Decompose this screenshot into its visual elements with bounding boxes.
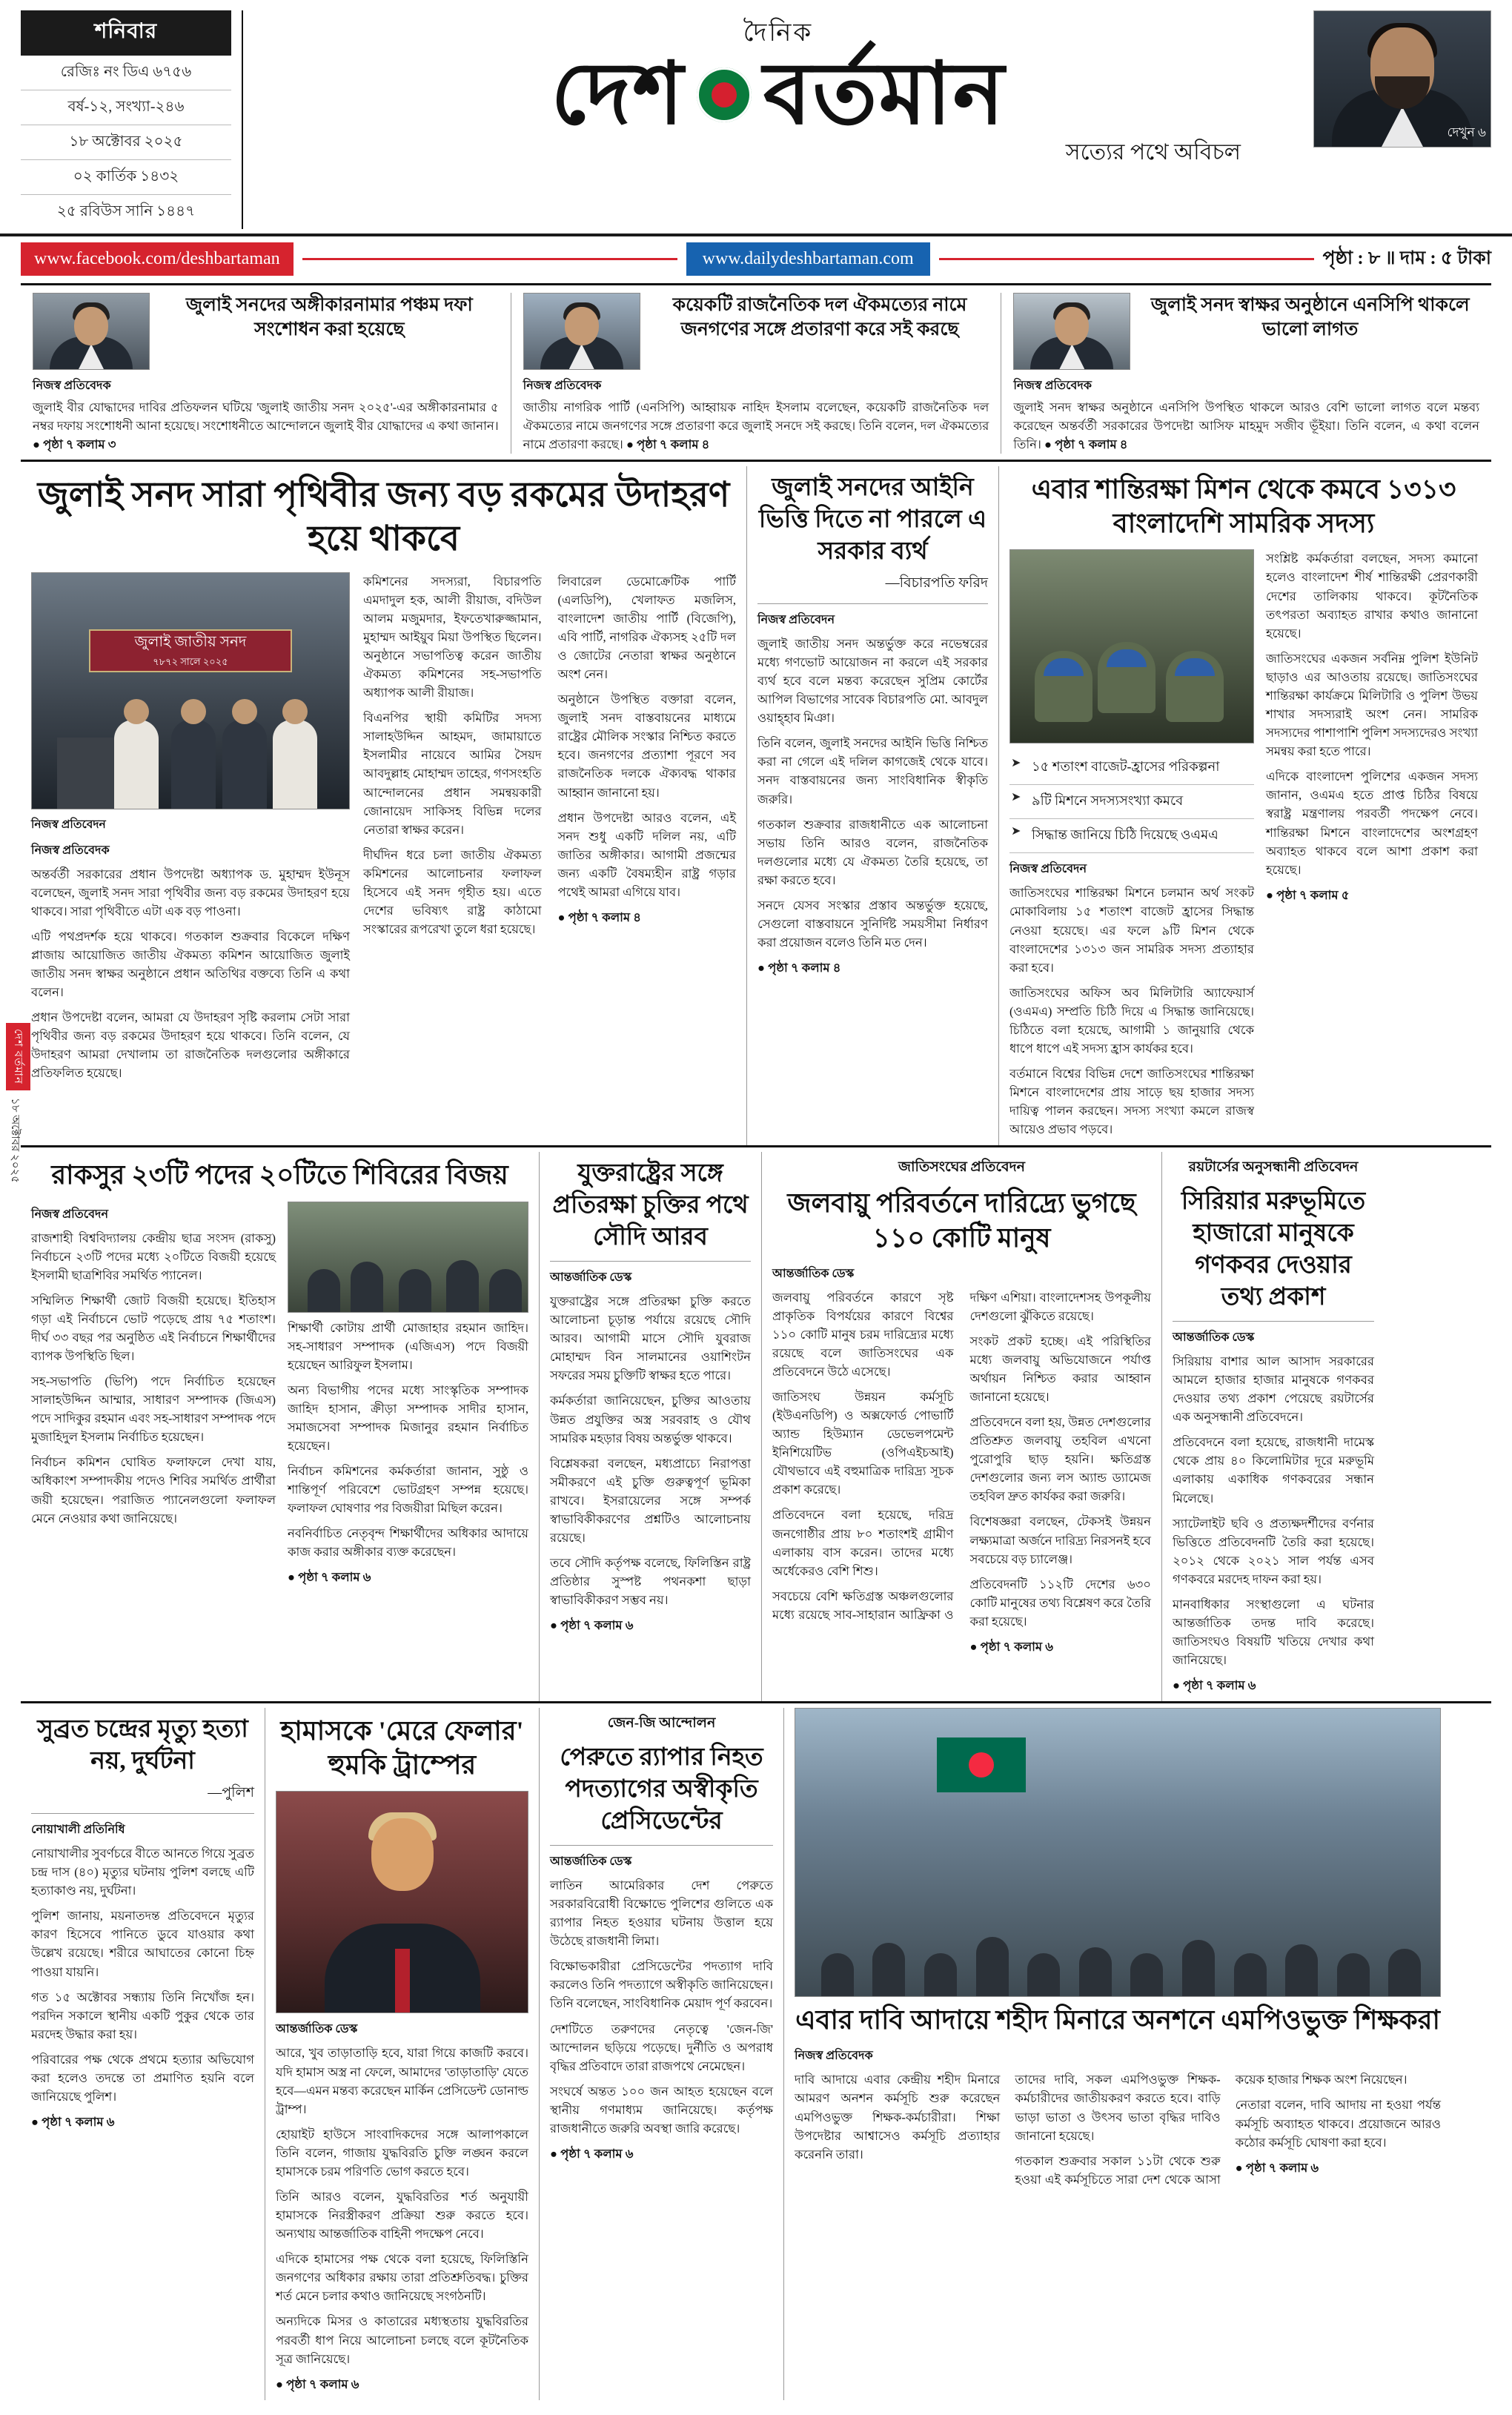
syria-headline[interactable]: সিরিয়ার মরুভূমিতে হাজারো মানুষকে গণকবর দেওয়ার তথ্য প্রকাশ — [1181, 1188, 1366, 1311]
masthead-reg-item: ২৫ রবিউস সানি ১৪৪৭ — [56, 203, 196, 219]
masthead-day: শনিবার — [21, 10, 231, 56]
price-info: পৃষ্ঠা : ৮ ॥ দাম : ৫ টাকা — [1322, 248, 1491, 268]
lead-photo-banner — [89, 629, 292, 672]
paragraph: অন্য বিভাগীয় পদের মধ্যে সাংস্কৃতিক সম্পাদক জাহিদ হাসান, ক্রীড়া সম্পাদক সাদীর হাসান, সমাজসেবা সম্পাদক মিজানুর রহমান নির্বাচিত হয়েছেন। — [288, 1382, 528, 1453]
paragraph: তিনি আরও বলেন, যুদ্ধবিরতির শর্ত অনুযায়ী হামাসকে নিরস্ত্রীকরণ প্রক্রিয়া শুরু করতে হবে। অন্যথায় আন্তর্জাতিক বাহিনী পদক্ষেপ নেবে। — [276, 2190, 528, 2242]
paragraph: দাবি আদায়ে এবার কেন্দ্রীয় শহীদ মিনারে আমরণ অনশন কর্মসূচি শুরু করেছেন এমপিওভুক্ত শিক্ষক-কর্মচারীরা। শিক্ষা উপদেষ্টার আশ্বাসেও কর্মসূচি প্রত্যাহার করেননি তারা। — [795, 2073, 1001, 2161]
masthead-tagline: সত্যের পথে অবিচল — [1065, 140, 1241, 165]
paragraph: তিনি বলেন, জুলাই সনদের আইনি ভিত্তি নিশ্চিত করা না গেলে এই দলিল কাগজেই থেকে যাবে। সনদ বাস্তবায়নের জন্য সাংবিধানিক স্বীকৃতি জরুরি। — [757, 736, 988, 806]
teachers-headline[interactable]: এবার দাবি আদায়ে শহীদ মিনারে অনশনে এমপিওভুক্ত শিক্ষকরা — [795, 2005, 1440, 2035]
masthead-kicker: দৈনিক — [743, 19, 814, 47]
saudi-headline[interactable]: যুক্তরাষ্ট্রের সঙ্গে প্রতিরক্ষা চুক্তির পথে সৌদি আরব — [552, 1160, 749, 1251]
mid-attribution: —বিচারপতি ফরিদ — [885, 574, 988, 591]
paragraph: সম্মিলিত শিক্ষার্থী জোট বিজয়ী হয়েছে। ইতিহাস গড়া এই নির্বাচনে ভোট পড়েছে প্রায় ৭৫ শতাংশ। দীর্ঘ ৩৩ বছর পর অনুষ্ঠিত এই নির্বাচনে শিক্ষার্থীদের ব্যাপক উপস্থিতি ছিল। — [31, 1293, 276, 1363]
subroto-headline[interactable]: সুব্রত চন্দ্রের মৃত্যু হত্যা নয়, দুর্ঘটনা — [37, 1716, 248, 1775]
mid-text — [757, 635, 988, 977]
paragraph: সিরিয়ায় বাশার আল আসাদ সরকারের আমলে হাজার হাজার মানুষকে গণকবর দেওয়ার তথ্য প্রকাশ পেয়েছে রয়টার্সের এক অনুসন্ধানী প্রতিবেদনে। — [1173, 1354, 1374, 1425]
right-headline[interactable]: এবার শান্তিরক্ষা মিশন থেকে কমবে ১৩১৩ বাংলাদেশি সামরিক সদস্য — [1031, 474, 1456, 539]
right-byline: নিজস্ব প্রতিবেদন — [1009, 863, 1087, 876]
masthead-reg-list — [21, 56, 231, 229]
climate-story[interactable] — [762, 1152, 1162, 1701]
subroto-byline: নোয়াখালী প্রতিনিধি — [31, 1823, 125, 1837]
flag-icon — [937, 1737, 1026, 1792]
syria-story[interactable] — [1162, 1152, 1385, 1701]
syria-text — [1173, 1352, 1374, 1695]
masthead-reg-item: ১৮ অক্টোবর ২০২৫ — [21, 125, 231, 160]
url-bar — [0, 236, 1512, 283]
teaser-photo — [1013, 293, 1130, 370]
rakshu-headline[interactable]: রাকসুর ২৩টি পদের ২০টিতে শিবিরের বিজয় — [51, 1160, 508, 1190]
syria-byline: আন্তর্জাতিক ডেস্ক — [1173, 1331, 1255, 1344]
teaser-body-text: জাতীয় নাগরিক পার্টি (এনসিপি) আহ্বায়ক নাহিদ ইসলাম বলেছেন, কয়েকটি রাজনৈতিক দল ঐকমত্যের নামে জনগণের সঙ্গে প্রতারণা করে জুলাই সনদে সই করছে। তিনি বলেন, দল ঐকমত্যের নামে প্রতারণা করছে। — [523, 400, 989, 451]
paragraph: এদিকে বাংলাদেশ পুলিশের একজন সদস্য জানান, ওএমএ হতে প্রাপ্ত চিঠির বিষয়ে স্বরাষ্ট্র মন্ত্রণালয় পরবর্তী পদক্ষেপ নেবে। শান্তিরক্ষা মিশনে বাংলাদেশের অংশগ্রহণ অব্যাহত থাকবে বলে আশা প্রকাশ করা হয়েছে। — [1266, 769, 1478, 877]
teaser-body-text: জুলাই সনদ স্বাক্ষর অনুষ্ঠানে এনসিপি উপস্থিত থাকলে আরও বেশি ভালো লাগত বলে মন্তব্য করেছেন অন্তর্বর্তী সরকারের উপদেষ্টা আসিফ মাহমুদ সজীব ভূঁইয়া। তিনি বলেন, এ কথা বলেন তিনি। — [1013, 400, 1480, 451]
teaser-card[interactable] — [511, 293, 1002, 454]
paragraph: জাতিসংঘ উন্নয়ন কর্মসূচি (ইউএনডিপি) ও অক্সফোর্ড পোভার্টি অ্যান্ড হিউম্যান ডেভেলপমেন্ট ইনিশিয়েটিভ (ওপিএইচআই) যৌথভাবে এই বহুমাত্রিক দারিদ্র্য সূচক প্রকাশ করেছে। — [772, 1389, 954, 1497]
rakshu-text-col1 — [31, 1229, 276, 1528]
paragraph: জুলাই জাতীয় সনদ অন্তর্ভুক্ত করে নভেম্বরের মধ্যে গণভোট আয়োজন না করলে এই সরকার ব্যর্থ হবে বলে মন্তব্য করেছেন সুপ্রিম কোর্টের আপিল বিভাগের সাবেক বিচারপতি মো. আবদুল ওয়াহ্হাব মিঞা। — [757, 636, 988, 726]
trump-text — [276, 2044, 528, 2393]
teaser-byline: নিজস্ব প্রতিবেদক — [33, 380, 111, 392]
spine-badge: দেশ বর্তমান — [6, 1023, 30, 1090]
paragraph: গতকাল শুক্রবার রাজধানীতে এক আলোচনা সভায় তিনি আরও বলেন, রাজনৈতিক দলগুলোর মধ্যে যে ঐকমত্য তৈরি হয়েছে, তা রক্ষা করতে হবে। — [757, 817, 988, 887]
paragraph: গত ১৫ অক্টোবর সন্ধ্যায় তিনি নিখোঁজ হন। পরদিন সকালে স্থানীয় একটি পুকুর থেকে তার মরদেহ উদ্ধার করা হয়। — [31, 1990, 254, 2041]
mid-byline-label: নিজস্ব প্রতিবেদন — [757, 613, 835, 626]
rakshu-byline: নিজস্ব প্রতিবেদন — [31, 1208, 108, 1221]
trump-continue[interactable]: ● পৃষ্ঠা ৭ কলাম ৬ — [276, 2376, 359, 2391]
banner-line2: ৭৮৭২ সালে ২০২৫ — [153, 656, 228, 667]
paragraph: তাদের দাবি, সকল এমপিওভুক্ত শিক্ষক-কর্মচারীদের জাতীয়করণ করতে হবে। বাড়ি ভাড়া ভাতা ও উৎসব ভাতা বৃদ্ধির দাবিও জানানো হয়েছে। — [1015, 2073, 1221, 2143]
teaser-body — [33, 399, 499, 454]
paragraph: প্রধান উপদেষ্টা আরও বলেন, এই সনদ শুধু একটি দলিল নয়, এটি জাতির অঙ্গীকার। আগামী প্রজন্মের জন্য একটি বৈষম্যহীন রাষ্ট্র গড়ার পথেই আমরা এগিয়ে যাব। — [557, 810, 736, 899]
bullet-item: ➤ ৯টি মিশনে সদস্যসংখ্যা কমবে — [1009, 785, 1254, 819]
banner-line1: জুলাই জাতীয় সনদ — [134, 634, 247, 650]
paragraph: সহ-সভাপতি (ভিপি) পদে নির্বাচিত হয়েছেন সালাহউদ্দিন আম্মার, সাধারণ সম্পাদক (জিএস) পদে সাদিকুর রহমান এবং সহ-সাধারণ সম্পাদক পদে মুজাহিদুল ইসলাম নির্বাচিত হয়েছেন। — [31, 1374, 276, 1445]
rakshu-text-col2 — [288, 1319, 528, 1587]
teaser-continue[interactable]: ● পৃষ্ঠা ৭ কলাম ৪ — [626, 437, 710, 451]
paragraph: অন্যদিকে মিসর ও কাতারের মধ্যস্থতায় যুদ্ধবিরতির পরবর্তী ধাপ নিয়ে আলোচনা চলছে বলে কূটনৈতিক সূত্র জানিয়েছে। — [276, 2314, 528, 2366]
lead-headline[interactable]: জুলাই সনদ সারা পৃথিবীর জন্য বড় রকমের উদাহরণ হয়ে থাকবে — [37, 476, 730, 559]
right-continue[interactable]: ● পৃষ্ঠা ৭ কলাম ৫ — [1266, 887, 1350, 902]
right-bullets — [1009, 751, 1254, 853]
trump-headline[interactable]: হামাসকে 'মেরে ফেলার' হুমকি ট্রাম্পের — [280, 1716, 524, 1780]
saudi-text — [550, 1292, 751, 1634]
genz-headline[interactable]: পেরুতে র‍্যাপার নিহত পদত্যাগের অস্বীকৃতি প্রেসিডেন্টের — [560, 1744, 763, 1835]
rule-right — [939, 258, 1314, 260]
right-text-col2 — [1266, 549, 1478, 1145]
spine-date: ১৮ অক্টোবর ২০২৫ — [9, 1097, 21, 1183]
genz-byline: আন্তর্জাতিক ডেস্ক — [550, 1855, 632, 1868]
portrait-caption: দেখুন ৬ — [1447, 125, 1486, 139]
mid-story[interactable] — [747, 466, 999, 1145]
top-teasers — [0, 285, 1512, 460]
lead-text-col1 — [31, 865, 350, 1083]
lead-photo-caption: নিজস্ব প্রতিবেদন — [31, 818, 106, 831]
paragraph: দেশটিতে তরুণদের নেতৃত্বে 'জেন-জি' আন্দোলন ছড়িয়ে পড়েছে। দুর্নীতি ও অপরাধ বৃদ্ধির প্রতিবাদে তারা রাজপথে নেমেছেন। — [550, 2021, 773, 2073]
climate-headline[interactable]: জলবায়ু পরিবর্তনে দারিদ্র্যে ভুগছে ১১০ কোটি মানুষ — [787, 1188, 1136, 1253]
lead-photo — [31, 572, 350, 809]
teaser-body — [523, 399, 989, 454]
paragraph: নেতারা বলেন, দাবি আদায় না হওয়া পর্যন্ত কর্মসূচি অব্যাহত থাকবে। প্রয়োজনে আরও কঠোর কর্মসূচি ঘোষণা করা হবে। — [1235, 2098, 1441, 2150]
syria-kicker: রয়টার্সের অনুসন্ধানী প্রতিবেদন — [1188, 1159, 1359, 1176]
paragraph: নির্বাচন কমিশনের কর্মকর্তারা জানান, সুষ্ঠু ও শান্তিপূর্ণ পরিবেশে ভোটগ্রহণ সম্পন্ন হয়েছে। ফলাফল ঘোষণার পর বিজয়ীরা মিছিল করেন। — [288, 1464, 528, 1516]
paragraph: প্রতিবেদনে বলা হয়েছে, রাজধানী দামেস্ক থেকে প্রায় ৪০ কিলোমিটার দূরে মরুভূমি এলাকায় একাধিক গণকবরের সন্ধান মিলেছে। — [1173, 1435, 1374, 1505]
trump-story[interactable] — [265, 1708, 540, 2399]
paragraph: সংশ্লিষ্ট কর্মকর্তারা বলছেন, সদস্য কমানো হলেও বাংলাদেশ শীর্ষ শান্তিরক্ষী প্রেরণকারী দেশের তালিকায় থাকবে। কূটনৈতিক তৎপরতা অব্যাহত রাখার কথাও জানানো হয়েছে। — [1266, 551, 1478, 640]
lead-text-cols — [363, 572, 736, 1090]
teachers-continue[interactable]: ● পৃষ্ঠা ৭ কলাম ৬ — [1235, 2160, 1319, 2175]
masthead-title — [256, 47, 1300, 142]
genz-continue[interactable]: ● পৃষ্ঠা ৭ কলাম ৬ — [550, 2147, 634, 2161]
paragraph: সবচেয়ে বেশি ক্ষতিগ্রস্ত অঞ্চলগুলোর মধ্যে রয়েছে সাব-সাহারান আফ্রিকা ও দক্ষিণ এশিয়া। বাংলাদেশসহ উপকূলীয় দেশগুলো ঝুঁকিতে রয়েছে। — [772, 1290, 1151, 1622]
spine-label — [6, 1023, 28, 1183]
teachers-story[interactable] — [784, 1708, 1451, 2399]
bullet-item: ➤ সিদ্ধান্ত জানিয়ে চিঠি দিয়েছে ওএমএ — [1009, 819, 1254, 853]
rakshu-continue[interactable]: ● পৃষ্ঠা ৭ কলাম ৬ — [288, 1570, 371, 1585]
main-story-grid — [0, 462, 1512, 1145]
climate-continue[interactable]: ● পৃষ্ঠা ৭ কলাম ৬ — [969, 1639, 1053, 1654]
teachers-byline: নিজস্ব প্রতিবেদক — [795, 2050, 873, 2063]
paragraph: জাতিসংঘের শান্তিরক্ষা মিশনে চলমান অর্থ সংকট মোকাবিলায় ১৫ শতাংশ বাজেট হ্রাসের সিদ্ধান্ত নেওয়া হয়েছে। এর ফলে ৯টি মিশন থেকে বাংলাদেশের ১৩১৩ জন সামরিক সদস্য প্রত্যাহার করা হবে। — [1009, 886, 1254, 975]
lead-story[interactable] — [21, 466, 747, 1145]
celebrity-portrait — [1313, 10, 1491, 148]
bullet-item: ➤ ১৫ শতাংশ বাজেট-হ্রাসের পরিকল্পনা — [1009, 751, 1254, 785]
paragraph: কমিশনের সদস্যরা, বিচারপতি এমদাদুল হক, আলী রীয়াজ, বদিউল আলম মজুমদার, ইফতেখারুজ্জামান, মুহাম্মদ আইয়ুব মিয়া উপস্থিত ছিলেন। অনুষ্ঠানে সভাপতিত্ব করেন জাতীয় ঐকমত্য কমিশনের সহ-সভাপতি অধ্যাপক আলী রীয়াজ। — [363, 574, 542, 700]
teaser-card[interactable] — [1001, 293, 1491, 454]
masthead-title-right: বর্তমান — [763, 47, 1006, 142]
paragraph: রাজশাহী বিশ্ববিদ্যালয় কেন্দ্রীয় ছাত্র সংসদ (রাকসু) নির্বাচনে ২৩টি পদের মধ্যে ২০টিতে বিজয়ী হয়েছে ইসলামী ছাত্রশিবির সমর্থিত প্যানেল। — [31, 1230, 276, 1282]
paragraph: প্রধান উপদেষ্টা বলেন, আমরা যে উদাহরণ সৃষ্টি করলাম সেটা সারা পৃথিবীর জন্য বড় রকমের উদাহরণ হয়ে থাকবে। তিনি বলেন, যে উদাহরণ আমরা দেখালাম তা রাজনৈতিক দলগুলোর অঙ্গীকারে প্রতিফলিত হয়েছে। — [31, 1010, 350, 1081]
right-text-col1 — [1009, 884, 1254, 1139]
paragraph: লাতিন আমেরিকার দেশ পেরুতে সরকারবিরোধী বিক্ষোভে পুলিশের গুলিতে এক র‍্যাপার নিহত হওয়ার ঘটনায় উত্তাল হয়ে উঠেছে রাজধানী লিমা। — [550, 1878, 773, 1949]
rule-left — [302, 258, 677, 260]
mid-headline[interactable]: জুলাই সনদের আইনি ভিত্তি দিতে না পারলে এ সরকার ব্যর্থ — [758, 474, 987, 566]
saudi-continue[interactable]: ● পৃষ্ঠা ৭ কলাম ৬ — [550, 1618, 634, 1633]
masthead-reg-item: বর্ষ-১২, সংখ্যা-২৪৬ — [21, 90, 231, 125]
subroto-continue[interactable]: ● পৃষ্ঠা ৭ কলাম ৬ — [31, 2115, 115, 2130]
paragraph: নির্বাচন কমিশন ঘোষিত ফলাফলে দেখা যায়, অধিকাংশ সম্পাদকীয় পদেও শিবির সমর্থিত প্রার্থীরা জয়ী হয়েছেন। পরাজিত প্যানেলগুলো ফলাফল মেনে নেওয়ার কথা জানিয়েছে। — [31, 1455, 276, 1525]
climate-byline: আন্তর্জাতিক ডেস্ক — [772, 1267, 855, 1280]
syria-continue[interactable]: ● পৃষ্ঠা ৭ কলাম ৬ — [1173, 1678, 1256, 1693]
masthead-title-block — [243, 10, 1313, 229]
right-story[interactable] — [999, 466, 1488, 1145]
paragraph: বিশ্লেষকরা বলছেন, মধ্যপ্রাচ্যে নিরাপত্তা সমীকরণে এই চুক্তি গুরুত্বপূর্ণ ভূমিকা রাখবে। ইসরায়েলের সঙ্গে সম্পর্ক স্বাভাবিকীকরণের প্রশ্নটিও আলোচনায় রয়েছে। — [550, 1456, 751, 1546]
teachers-text — [795, 2070, 1441, 2188]
paragraph: বিশেষজ্ঞরা বলছেন, টেকসই উন্নয়ন লক্ষ্যমাত্রা অর্জনে দারিদ্র্য নিরসনই হবে সবচেয়ে বড় চ্যালেঞ্জ। — [969, 1514, 1151, 1566]
rakshu-photo — [288, 1202, 528, 1313]
masthead-title-left: দেশ — [551, 47, 685, 142]
paragraph: হোয়াইট হাউসে সাংবাদিকদের সঙ্গে আলাপকালে তিনি বলেন, গাজায় যুদ্ধবিরতি চুক্তি লঙ্ঘন করলে হামাসকে চরম পরিণতি ভোগ করতে হবে। — [276, 2127, 528, 2179]
paragraph: প্রতিবেদনটি ১১২টি দেশের ৬৩০ কোটি মানুষের তথ্য বিশ্লেষণ করে তৈরি করা হয়েছে। — [969, 1577, 1151, 1629]
paragraph: নবনির্বাচিত নেতৃবৃন্দ শিক্ষার্থীদের অধিকার আদায়ে কাজ করার অঙ্গীকার ব্যক্ত করেছেন। — [288, 1526, 528, 1560]
paragraph: জলবায়ু পরিবর্তনে কারণে সৃষ্ট প্রাকৃতিক বিপর্যয়ের কারণে বিশ্বের ১১০ কোটি মানুষ চরম দারিদ্র্যের মধ্যে রয়েছে বলে জাতিসংঘের এক প্রতিবেদনে উঠে এসেছে। — [772, 1290, 954, 1379]
paragraph: কর্মকর্তারা জানিয়েছেন, চুক্তির আওতায় উন্নত প্রযুক্তির অস্ত্র সরবরাহ ও যৌথ সামরিক মহড়ার বিষয় অন্তর্ভুক্ত থাকবে। — [550, 1394, 751, 1445]
mid-continue[interactable]: ● পৃষ্ঠা ৭ কলাম ৪ — [757, 961, 841, 975]
teaser-headline[interactable]: কয়েকটি রাজনৈতিক দল ঐকমত্যের নামে জনগণের সঙ্গে প্রতারণা করে সই করছে — [672, 295, 967, 340]
paragraph: এদিকে হামাসের পক্ষ থেকে বলা হয়েছে, ফিলিস্তিনি জনগণের অধিকার রক্ষায় তারা প্রতিশ্রুতিবদ্ধ। চুক্তির শর্ত মেনে চলার কথাও জানিয়েছে সংগঠনটি। — [276, 2252, 528, 2304]
paragraph: প্রতিবেদনে বলা হয়, উন্নত দেশগুলোর প্রতিশ্রুত জলবায়ু তহবিল এখনো পুরোপুরি ছাড় হয়নি। ক্ষতিগ্রস্ত দেশগুলোর জন্য লস অ্যান্ড ড্যামেজ তহবিল দ্রুত কার্যকর করা জরুরি। — [969, 1415, 1151, 1504]
masthead-info-block — [21, 10, 243, 229]
subroto-attrib: —পুলিশ — [208, 1785, 254, 1801]
climate-text — [772, 1288, 1151, 1656]
teaser-byline: নিজস্ব প্রতিবেদক — [1013, 380, 1092, 392]
bottom-band — [0, 1703, 1512, 2399]
trump-photo — [276, 1791, 528, 2013]
genz-text — [550, 1876, 773, 2163]
masthead — [0, 0, 1512, 236]
facebook-link[interactable]: www.facebook.com/deshbartaman — [21, 242, 294, 276]
secondary-band — [0, 1147, 1512, 1701]
paragraph: আরে, খুব তাড়াতাড়ি হবে, যারা গিয়ে কাজটি করবে। যদি হামাস অস্ত্র না ফেলে, আমাদের 'তাড়াতাড়ি' যেতে হবে—এমন মন্তব্য করেছেন মার্কিন প্রেসিডেন্ট ডোনাল্ড ট্রাম্প। — [276, 2046, 528, 2116]
teaser-headline[interactable]: জুলাই সনদ স্বাক্ষর অনুষ্ঠানে এনসিপি থাকলে ভালো লাগত — [1150, 295, 1470, 340]
bangladesh-flag-icon — [697, 67, 752, 122]
saudi-byline: আন্তর্জাতিক ডেস্ক — [550, 1271, 632, 1285]
paragraph: তবে সৌদি কর্তৃপক্ষ বলেছে, ফিলিস্তিন রাষ্ট্র প্রতিষ্ঠার সুস্পষ্ট পথনকশা ছাড়া স্বাভাবিকীকরণ সম্ভব নয়। — [550, 1556, 751, 1608]
paragraph: যুক্তরাষ্ট্রের সঙ্গে প্রতিরক্ষা চুক্তি করতে আলোচনা চূড়ান্ত পর্যায়ে রয়েছে সৌদি আরব। আগামী মাসে সৌদি যুবরাজ মোহাম্মদ বিন সালমানের ওয়াশিংটন সফরের সময় চুক্তিটি স্বাক্ষর হতে পারে। — [550, 1294, 751, 1383]
paragraph: এটি পথপ্রদর্শক হয়ে থাকবে। গতকাল শুক্রবার বিকেলে দক্ষিণ প্লাজায় আয়োজিত জাতীয় ঐকমত্য কমিশন আয়োজিত জুলাই জাতীয় সনদ স্বাক্ষর অনুষ্ঠানে প্রধান অতিথির বক্তব্যে তিনি এ কথা বলেন। — [31, 929, 350, 1000]
subroto-text — [31, 1844, 254, 2131]
paragraph: সংকট প্রকট হচ্ছে। এই পরিস্থিতির মধ্যে জলবায়ু অভিযোজনে পর্যাপ্ত অর্থায়ন নিশ্চিত করার আহ্বান জানানো হয়েছে। — [969, 1334, 1151, 1404]
lead-continue[interactable]: ● পৃষ্ঠা ৭ কলাম ৪ — [557, 910, 641, 925]
paragraph: জাতিসংঘের অফিস অব মিলিটারি অ্যাফেয়ার্স (ওএমএ) সম্প্রতি চিঠি দিয়ে এ সিদ্ধান্ত জানিয়েছে। চিঠিতে বলা হয়েছে, আগামী ১ জানুয়ারি থেকে ধাপে ধাপে এই সদস্য হ্রাস কার্যকর হবে। — [1009, 985, 1254, 1056]
genz-kicker: জেন-জি আন্দোলন — [607, 1715, 716, 1732]
teaser-headline[interactable]: জুলাই সনদের অঙ্গীকারনামার পঞ্চম দফা সংশোধন করা হয়েছে — [185, 295, 473, 340]
protest-photo — [795, 1708, 1441, 1997]
paragraph: লিবারেল ডেমোক্রেটিক পার্টি (এলডিপি), খেলাফত মজলিস, বাংলাদেশ জাতীয় পার্টি (বিজেপি), এবি পার্টি, নাগরিক ঐক্যসহ ২৫টি দল ও জোটের নেতারা স্বাক্ষর অনুষ্ঠানে অংশ নেন। — [557, 574, 736, 682]
paragraph: সংঘর্ষে অন্তত ১০০ জন আহত হয়েছেন বলে স্থানীয় গণমাধ্যম জানিয়েছে। কর্তৃপক্ষ রাজধানীতে জরুরি অবস্থা জারি করেছে। — [550, 2084, 773, 2136]
paragraph: অনুষ্ঠানে উপস্থিত বক্তারা বলেন, জুলাই সনদ বাস্তবায়নের মাধ্যমে রাষ্ট্রের মৌলিক সংস্কার নিশ্চিত করতে হবে। জনগণের প্রত্যাশা পূরণে সব রাজনৈতিক দলকে ঐক্যবদ্ধ থাকার আহ্বান জানানো হয়। — [557, 692, 736, 800]
paragraph: শিক্ষার্থী কোটায় প্রার্থী মোজাহার রহমান জাহিদ। সহ-সাধারণ সম্পাদক (এজিএস) পদে বিজয়ী হয়েছেন আরিফুল ইসলাম। — [288, 1320, 528, 1372]
paragraph: পুলিশ জানায়, ময়নাতদন্ত প্রতিবেদনে মৃত্যুর কারণ হিসেবে পানিতে ডুবে যাওয়ার কথা উল্লেখ রয়েছে। শরীরে আঘাতের কোনো চিহ্ন পাওয়া যায়নি। — [31, 1909, 254, 1979]
teaser-continue[interactable]: ● পৃষ্ঠা ৭ কলাম ৩ — [33, 437, 116, 451]
masthead-reg-item: রেজিঃ নং ডিএ ৬৭৫৬ — [21, 56, 231, 90]
paragraph: গতকাল শুক্রবার সকাল ১১টা থেকে শুরু হওয়া এই কর্মসূচিতে সারা দেশ থেকে আসা কয়েক হাজার শিক্ষক অংশ নিয়েছেন। — [1015, 2073, 1407, 2187]
teaser-body-text: জুলাই বীর যোদ্ধাদের দাবির প্রতিফলন ঘটিয়ে 'জুলাই জাতীয় সনদ ২০২৫'-এর অঙ্গীকারনামার ৫ নম্বর দফায় সংশোধনী আনা হয়েছে। সংশোধনীতে আন্দোলনে জুলাই বীর যোদ্ধাদের এ কথা জানান। — [33, 400, 499, 433]
peacekeepers-photo — [1009, 549, 1254, 743]
paragraph: জাতিসংঘের একজন সর্বনিম্ন পুলিশ ইউনিট ছাড়াও এর আওতায় রয়েছে। জাতিসংঘের শান্তিরক্ষা কার্যক্রমে মিলিটারি ও পুলিশ উভয় শাখার সদস্যরাই অংশ নেন। সামরিক সদস্যদের পাশাপাশি পুলিশ সদস্যদেরও সংখ্যা সমন্বয় করা হতে পারে। — [1266, 651, 1478, 759]
paragraph: স্যাটেলাইট ছবি ও প্রত্যক্ষদর্শীদের বর্ণনার ভিত্তিতে প্রতিবেদনটি তৈরি করা হয়েছে। ২০১২ থেকে ২০২১ সাল পর্যন্ত এসব গণকবরে মরদেহ দাফন করা হয়। — [1173, 1516, 1374, 1586]
paragraph: মানবাধিকার সংস্থাগুলো এ ঘটনার আন্তর্জাতিক তদন্ত দাবি করেছে। জাতিসংঘও বিষয়টি খতিয়ে দেখার কথা জানিয়েছে। — [1173, 1597, 1374, 1668]
paragraph: প্রতিবেদনে বলা হয়েছে, দরিদ্র জনগোষ্ঠীর প্রায় ৮০ শতাংশই গ্রামীণ এলাকায় বাস করেন। তাদের মধ্যে অর্ধেকেরও বেশি শিশু। — [772, 1508, 954, 1578]
paragraph: পরিবারের পক্ষ থেকে প্রথমে হত্যার অভিযোগ করা হলেও তদন্তে তা প্রমাণিত হয়নি বলে জানিয়েছে পুলিশ। — [31, 2052, 254, 2104]
paragraph: অন্তর্বর্তী সরকারের প্রধান উপদেষ্টা অধ্যাপক ড. মুহাম্মদ ইউনূস বলেছেন, জুলাই সনদ সারা পৃথিবীর জন্য বড় রকমের উদাহরণ হয়ে থাকবে। সারা পৃথিবীতে এটা এক বড় পাওনা। — [31, 867, 350, 918]
website-link[interactable]: www.dailydeshbartaman.com — [686, 242, 930, 276]
trump-byline: আন্তর্জাতিক ডেস্ক — [276, 2023, 358, 2036]
paragraph: সনদে যেসব সংস্কার প্রস্তাব অন্তর্ভুক্ত হয়েছে, সেগুলো বাস্তবায়নে সুনির্দিষ্ট সময়সীমা নির্ধারণ করা প্রয়োজন বলেও তিনি মত দেন। — [757, 898, 988, 950]
paragraph: নোয়াখালীর সুবর্ণচরে বীতে আনতে গিয়ে সুব্রত চন্দ্র দাস (৪০) মৃত্যুর ঘটনায় পুলিশ বলছে এটি হত্যাকাণ্ড নয়, দুর্ঘটনা। — [31, 1846, 254, 1898]
rakshu-story[interactable] — [21, 1152, 540, 1701]
saudi-story[interactable] — [540, 1152, 762, 1701]
paragraph: বিএনপির স্থায়ী কমিটির সদস্য সালাহউদ্দিন আহমদ, জামায়াতে ইসলামীর নায়েবে আমির সৈয়দ আবদুল্লাহ মোহাম্মদ তাহের, গণসংহতি আন্দোলনের প্রধান সমন্বয়কারী জোনায়েদ সাকিসহ বিভিন্ন দলের নেতারা স্বাক্ষর করেন। — [363, 711, 542, 837]
teaser-continue[interactable]: ● পৃষ্ঠা ৭ কলাম ৪ — [1044, 437, 1128, 451]
teaser-card[interactable] — [21, 293, 511, 454]
genz-story[interactable] — [540, 1708, 784, 2399]
teaser-body — [1013, 399, 1479, 454]
masthead-portrait-block — [1313, 10, 1491, 229]
paragraph: দীর্ঘদিন ধরে চলা জাতীয় ঐকমত্য কমিশনের আলোচনার ফলাফল হিসেবে এই সনদ গৃহীত হয়। এতে দেশের ভবিষ্যৎ রাষ্ট্র কাঠামো সংস্কারের রূপরেখা তুলে ধরা হয়েছে। — [363, 847, 542, 937]
lead-byline: নিজস্ব প্রতিবেদক — [31, 844, 110, 857]
teaser-photo — [523, 293, 640, 370]
paragraph: বর্তমানে বিশ্বের বিভিন্ন দেশে জাতিসংঘের শান্তিরক্ষা মিশনে বাংলাদেশের প্রায় সাড়ে ছয় হাজার সদস্য দায়িত্ব পালন করছেন। সদস্য সংখ্যা কমলে রাজস্ব আয়েও প্রভাব পড়বে। — [1009, 1067, 1254, 1137]
teaser-photo — [33, 293, 150, 370]
climate-kicker: জাতিসংঘের প্রতিবেদন — [898, 1159, 1025, 1176]
paragraph: বিক্ষোভকারীরা প্রেসিডেন্টের পদত্যাগ দাবি করলেও তিনি পদত্যাগে অস্বীকৃতি জানিয়েছেন। তিনি বলেছেন, সাংবিধানিক মেয়াদ পূর্ণ করবেন। — [550, 1959, 773, 2011]
teaser-byline: নিজস্ব প্রতিবেদক — [523, 380, 602, 392]
masthead-reg-item: ০২ কার্তিক ১৪৩২ — [21, 160, 231, 195]
subroto-story[interactable] — [21, 1708, 265, 2399]
